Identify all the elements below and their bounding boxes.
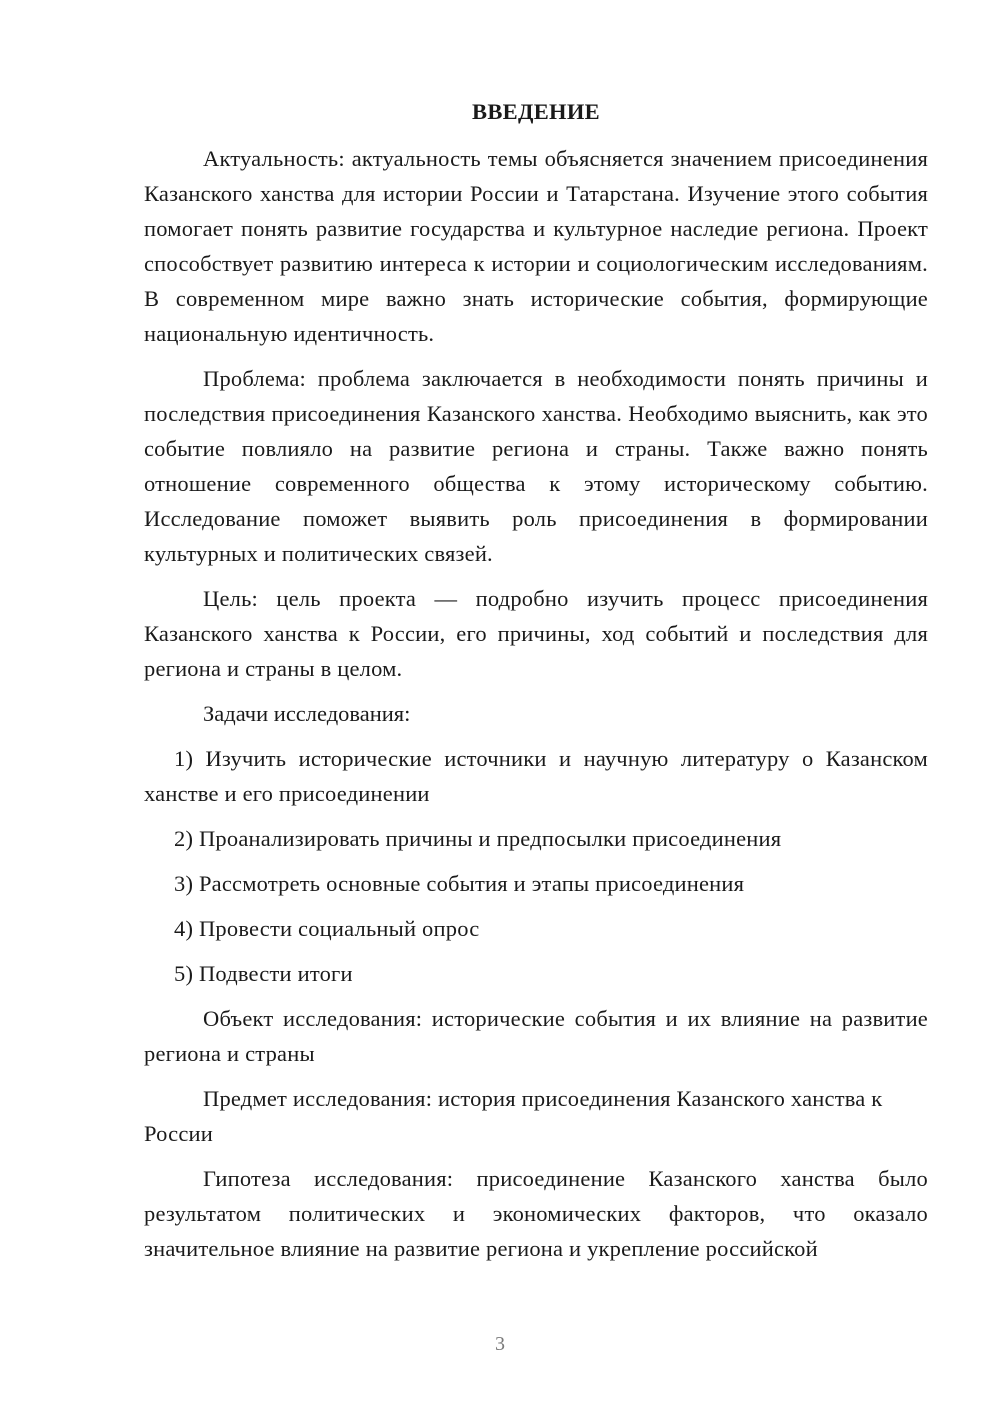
page-title: ВВЕДЕНИЕ bbox=[472, 99, 600, 124]
task-item: 2) Проанализировать причины и предпосылки присоединения bbox=[174, 826, 782, 851]
object-paragraph: Объект исследования: исторические события и их влияние на развитие региона и страны bbox=[144, 1006, 928, 1066]
problem-paragraph: Проблема: проблема заключается в необходимости понять причины и последствия присоединения Казанского ханства. Необходимо выяснить, как это событие повлияло на развитие региона и страны. Также важно понять отношение современного общества к этому историческому событию. Исследование поможет выявить роль присоединения в формировании культурных и политических связей. bbox=[144, 366, 928, 566]
goal-paragraph: Цель: цель проекта — подробно изучить процесс присоединения Казанского ханства к России, его причины, ход событий и последствия для региона и страны в целом. bbox=[144, 586, 928, 681]
relevance-paragraph: Актуальность: актуальность темы объясняется значением присоединения Казанского ханства для истории России и Татарстана. Изучение этого события помогает понять развитие государства и культурное наследие региона. Проект способствует развитию интереса к истории и социологическим исследованиям. В современном мире важно знать исторические события, формирующие национальную идентичность. bbox=[144, 146, 928, 346]
subject-paragraph: Предмет исследования: история присоединения Казанского ханства к России bbox=[144, 1086, 883, 1146]
task-item: 1) Изучить исторические источники и научную литературу о Казанском ханстве и его присоединении bbox=[144, 746, 928, 806]
tasks-heading: Задачи исследования: bbox=[203, 701, 411, 726]
page-content bbox=[144, 94, 928, 1276]
task-item: 4) Провести социальный опрос bbox=[174, 916, 480, 941]
task-item: 5) Подвести итоги bbox=[174, 961, 353, 986]
task-item: 3) Рассмотреть основные события и этапы присоединения bbox=[174, 871, 745, 896]
hypothesis-paragraph: Гипотеза исследования: присоединение Казанского ханства было результатом политических и экономических факторов, что оказало значительное влияние на развитие региона и укрепление российской bbox=[144, 1166, 928, 1261]
page-number: 3 bbox=[495, 1333, 505, 1355]
